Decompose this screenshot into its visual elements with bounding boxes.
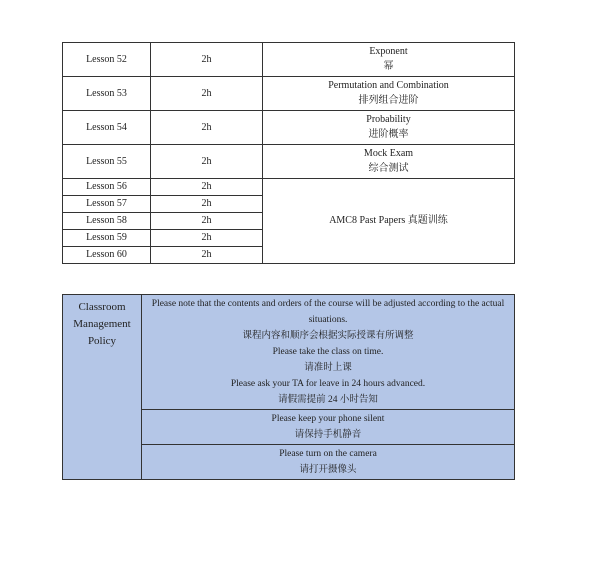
policy-cell-camera — [142, 445, 515, 480]
table-row — [63, 145, 515, 179]
hours-cell: 2h — [151, 230, 263, 247]
table-row — [63, 179, 515, 196]
topic-cell — [263, 43, 515, 77]
hours-cell: 2h — [151, 43, 263, 77]
hours-cell: 2h — [151, 77, 263, 111]
policy-label: Classroom Management Policy — [63, 295, 142, 480]
classroom-policy-table — [62, 294, 515, 480]
policy-line: 课程内容和顺序会根据实际授课有所调整 — [242, 331, 414, 341]
topic-chinese: 综合测试 — [368, 163, 409, 174]
topic-chinese: 幂 — [383, 61, 394, 72]
policy-cell-phone — [142, 410, 515, 445]
merged-topic-cell: AMC8 Past Papers 真题训练 — [263, 179, 515, 264]
hours-cell: 2h — [151, 111, 263, 145]
table-row — [63, 111, 515, 145]
hours-cell: 2h — [151, 196, 263, 213]
lesson-cell: Lesson 55 — [63, 145, 151, 179]
policy-line: Please note that the contents and orders of the course will be adjusted according to the actual situations. — [151, 299, 505, 325]
lesson-cell: Lesson 58 — [63, 213, 151, 230]
topic-english: Probability — [366, 114, 411, 125]
topic-chinese: 排列组合进阶 — [358, 95, 419, 106]
lesson-cell: Lesson 60 — [63, 247, 151, 264]
topic-english: Exponent — [369, 46, 408, 57]
policy-line: Please ask your TA for leave in 24 hours advanced. — [230, 379, 426, 389]
topic-cell — [263, 145, 515, 179]
policy-line: Please take the class on time. — [272, 347, 384, 357]
lesson-cell: Lesson 53 — [63, 77, 151, 111]
lesson-cell: Lesson 54 — [63, 111, 151, 145]
table-row — [63, 295, 515, 410]
topic-cell — [263, 111, 515, 145]
lesson-cell: Lesson 59 — [63, 230, 151, 247]
policy-line: 请准时上课 — [304, 363, 352, 373]
policy-line: Please keep your phone silent — [271, 414, 385, 424]
lesson-schedule-table — [62, 42, 515, 264]
lesson-cell: Lesson 56 — [63, 179, 151, 196]
hours-cell: 2h — [151, 247, 263, 264]
lesson-cell: Lesson 52 — [63, 43, 151, 77]
policy-line: 请保持手机静音 — [294, 430, 362, 440]
hours-cell: 2h — [151, 179, 263, 196]
hours-cell: 2h — [151, 213, 263, 230]
topic-cell — [263, 77, 515, 111]
policy-line: Please turn on the camera — [279, 449, 377, 459]
topic-english: Mock Exam — [363, 148, 414, 159]
policy-line: 请打开摄像头 — [299, 465, 357, 475]
hours-cell: 2h — [151, 145, 263, 179]
topic-chinese: 进阶概率 — [368, 129, 409, 140]
lesson-cell: Lesson 57 — [63, 196, 151, 213]
topic-english: Permutation and Combination — [328, 80, 449, 91]
policy-cell-general — [142, 295, 515, 410]
policy-line: 请假需提前 24 小时告知 — [278, 395, 378, 405]
table-row — [63, 77, 515, 111]
table-row — [63, 43, 515, 77]
